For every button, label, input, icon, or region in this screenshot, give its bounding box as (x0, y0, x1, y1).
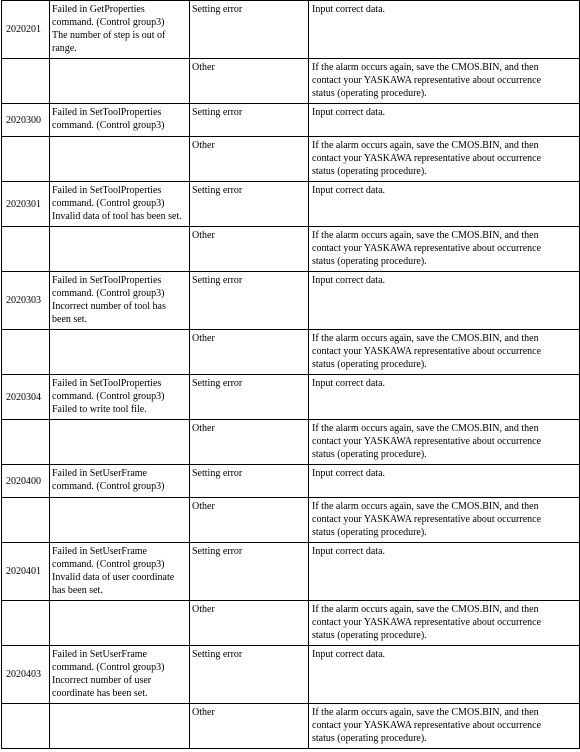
alarm-description (50, 465, 190, 498)
alarm-code (2, 465, 50, 498)
alarm-code (2, 375, 50, 420)
alarm-measure (309, 272, 580, 330)
alarm-description-line: command. (Control group3) (52, 198, 165, 209)
alarm-measure-line: Input correct data. (312, 468, 386, 479)
alarm-code (2, 104, 50, 137)
alarm-description-empty (50, 420, 190, 465)
alarm-measure (309, 420, 580, 465)
alarm-description-line: Failed to write tool file. (52, 404, 147, 415)
alarm-row-other (2, 330, 580, 375)
alarm-code-text: 2020400 (6, 475, 41, 487)
alarm-description-line: has been set. (52, 585, 103, 596)
alarm-measure-line: status (operating procedure). (312, 256, 427, 267)
alarm-description-line: Failed in GetProperties (52, 4, 145, 15)
alarm-description-empty (50, 704, 190, 749)
alarm-cause (190, 330, 309, 375)
alarm-measure (309, 330, 580, 375)
alarm-description (50, 375, 190, 420)
alarm-cause-text: Other (192, 604, 215, 615)
alarm-cause-text: Other (192, 230, 215, 241)
alarm-measure-line: Input correct data. (312, 107, 386, 118)
alarm-code-empty (2, 420, 50, 465)
alarm-measure-line: contact your YASKAWA representative about occurrence (312, 75, 542, 86)
alarm-measure-line: Input correct data. (312, 546, 386, 557)
alarm-measure-line: contact your YASKAWA representative about occurrence (312, 153, 542, 164)
alarm-code (2, 182, 50, 227)
alarm-measure-line: If the alarm occurs again, save the CMOS.BIN, and then (312, 501, 539, 512)
alarm-measure-line: status (operating procedure). (312, 449, 427, 460)
alarm-description-line: Incorrect number of tool has (52, 301, 166, 312)
alarm-code-text: 2020401 (6, 566, 41, 577)
alarm-description (50, 543, 190, 601)
alarm-description-line: Failed in SetToolProperties (52, 185, 162, 196)
alarm-measure-line: status (operating procedure). (312, 166, 427, 177)
alarm-measure-line: If the alarm occurs again, save the CMOS.BIN, and then (312, 333, 539, 344)
alarm-description (50, 646, 190, 704)
alarm-row (2, 182, 580, 227)
alarm-row-other (2, 498, 580, 543)
alarm-table (1, 0, 580, 749)
alarm-row-other (2, 420, 580, 465)
alarm-measure-line: If the alarm occurs again, save the CMOS.BIN, and then (312, 423, 539, 434)
alarm-row (2, 543, 580, 601)
alarm-measure-line: If the alarm occurs again, save the CMOS.BIN, and then (312, 707, 539, 718)
alarm-code-text: 2020304 (6, 391, 41, 403)
alarm-description-line: command. (Control group3) (52, 391, 165, 402)
alarm-cause-text: Other (192, 423, 215, 434)
alarm-description-line: command. (Control group3) (52, 17, 165, 28)
alarm-cause (190, 646, 309, 704)
alarm-description (50, 1, 190, 59)
alarm-code-text: 2020201 (6, 24, 41, 35)
alarm-cause (190, 543, 309, 601)
alarm-cause (190, 182, 309, 227)
alarm-cause-text: Other (192, 333, 215, 344)
alarm-description-line: command. (Control group3) (52, 662, 165, 673)
alarm-cause-text: Setting error (192, 4, 243, 15)
alarm-cause (190, 465, 309, 498)
alarm-description-empty (50, 330, 190, 375)
alarm-cause (190, 104, 309, 137)
alarm-row-other (2, 227, 580, 272)
alarm-measure-line: Input correct data. (312, 4, 386, 15)
alarm-cause-text: Other (192, 707, 215, 718)
alarm-code-empty (2, 498, 50, 543)
alarm-measure (309, 59, 580, 104)
alarm-measure-line: contact your YASKAWA representative about occurrence (312, 243, 542, 254)
alarm-description (50, 104, 190, 137)
alarm-code-text: 2020301 (6, 198, 41, 210)
alarm-cause (190, 498, 309, 543)
alarm-cause-text: Other (192, 62, 215, 73)
alarm-description-empty (50, 59, 190, 104)
alarm-row (2, 646, 580, 704)
alarm-description-line: range. (52, 43, 77, 54)
alarm-cause-text: Setting error (192, 275, 243, 286)
alarm-measure (309, 104, 580, 137)
alarm-description-line: Failed in SetToolProperties (52, 378, 162, 389)
alarm-code-text: 2020303 (6, 295, 41, 306)
alarm-measure-line: Input correct data. (312, 185, 386, 196)
alarm-code-empty (2, 601, 50, 646)
alarm-cause-text: Other (192, 140, 215, 151)
alarm-row-other (2, 137, 580, 182)
alarm-code-empty (2, 227, 50, 272)
alarm-measure-line: contact your YASKAWA representative about occurrence (312, 436, 542, 447)
alarm-cause (190, 375, 309, 420)
alarm-code (2, 646, 50, 704)
alarm-description-line: Failed in SetUserFrame (52, 468, 147, 479)
alarm-description-line: been set. (52, 314, 87, 325)
alarm-code-empty (2, 59, 50, 104)
alarm-code (2, 272, 50, 330)
alarm-measure-line: Input correct data. (312, 275, 386, 286)
alarm-description-line: Invalid data of user coordinate (52, 572, 175, 583)
alarm-measure (309, 375, 580, 420)
alarm-cause (190, 420, 309, 465)
alarm-cause (190, 227, 309, 272)
alarm-code-empty (2, 137, 50, 182)
alarm-cause-text: Setting error (192, 649, 243, 660)
alarm-row (2, 104, 580, 137)
alarm-measure (309, 601, 580, 646)
alarm-description-line: Failed in SetUserFrame (52, 546, 147, 557)
alarm-measure-line: status (operating procedure). (312, 88, 427, 99)
alarm-measure-line: status (operating procedure). (312, 733, 427, 744)
alarm-cause-text: Setting error (192, 378, 243, 389)
alarm-measure (309, 498, 580, 543)
alarm-cause (190, 601, 309, 646)
alarm-measure (309, 1, 580, 59)
alarm-measure-line: contact your YASKAWA representative about occurrence (312, 346, 542, 357)
alarm-description-empty (50, 498, 190, 543)
alarm-row-other (2, 59, 580, 104)
alarm-measure-line: contact your YASKAWA representative about occurrence (312, 617, 542, 628)
alarm-row (2, 272, 580, 330)
alarm-code (2, 543, 50, 601)
alarm-measure-line: If the alarm occurs again, save the CMOS.BIN, and then (312, 230, 539, 241)
alarm-measure (309, 137, 580, 182)
alarm-description-line: Invalid data of tool has been set. (52, 211, 182, 222)
alarm-description-line: coordinate has been set. (52, 688, 148, 699)
alarm-code-text: 2020300 (6, 114, 41, 126)
alarm-measure (309, 465, 580, 498)
alarm-description (50, 182, 190, 227)
alarm-code-text: 2020403 (6, 669, 41, 680)
alarm-description (50, 272, 190, 330)
alarm-description-line: Incorrect number of user (52, 675, 152, 686)
alarm-code-empty (2, 704, 50, 749)
alarm-code-empty (2, 330, 50, 375)
alarm-measure (309, 227, 580, 272)
alarm-cause-text: Other (192, 501, 215, 512)
alarm-measure (309, 182, 580, 227)
alarm-description-line: command. (Control group3) (52, 120, 165, 131)
alarm-description-line: Failed in SetUserFrame (52, 649, 147, 660)
alarm-cause (190, 272, 309, 330)
alarm-description-empty (50, 137, 190, 182)
alarm-code (2, 1, 50, 59)
alarm-description-line: The number of step is out of (52, 30, 166, 41)
alarm-measure-line: contact your YASKAWA representative about occurrence (312, 514, 542, 525)
alarm-description-line: command. (Control group3) (52, 559, 165, 570)
alarm-measure (309, 646, 580, 704)
alarm-cause-text: Setting error (192, 185, 243, 196)
alarm-row (2, 375, 580, 420)
alarm-row (2, 1, 580, 59)
alarm-measure-line: If the alarm occurs again, save the CMOS.BIN, and then (312, 140, 539, 151)
alarm-cause-text: Setting error (192, 546, 243, 557)
alarm-measure-line: status (operating procedure). (312, 359, 427, 370)
alarm-description-empty (50, 227, 190, 272)
alarm-description-line: command. (Control group3) (52, 288, 165, 299)
alarm-description-line: Failed in SetToolProperties (52, 107, 162, 118)
alarm-measure-line: Input correct data. (312, 649, 386, 660)
alarm-cause (190, 137, 309, 182)
alarm-description-line: Failed in SetToolProperties (52, 275, 162, 286)
alarm-description-empty (50, 601, 190, 646)
alarm-measure-line: If the alarm occurs again, save the CMOS.BIN, and then (312, 62, 539, 73)
alarm-cause-text: Setting error (192, 107, 243, 118)
alarm-measure-line: status (operating procedure). (312, 527, 427, 538)
alarm-row (2, 465, 580, 498)
alarm-cause (190, 59, 309, 104)
alarm-measure (309, 543, 580, 601)
alarm-row-other (2, 704, 580, 749)
alarm-measure-line: contact your YASKAWA representative about occurrence (312, 720, 542, 731)
alarm-table-body (2, 1, 580, 749)
alarm-cause (190, 704, 309, 749)
alarm-cause (190, 1, 309, 59)
alarm-measure-line: If the alarm occurs again, save the CMOS.BIN, and then (312, 604, 539, 615)
alarm-row-other (2, 601, 580, 646)
alarm-measure-line: status (operating procedure). (312, 630, 427, 641)
alarm-measure (309, 704, 580, 749)
alarm-description-line: command. (Control group3) (52, 481, 165, 492)
alarm-cause-text: Setting error (192, 468, 243, 479)
alarm-measure-line: Input correct data. (312, 378, 386, 389)
